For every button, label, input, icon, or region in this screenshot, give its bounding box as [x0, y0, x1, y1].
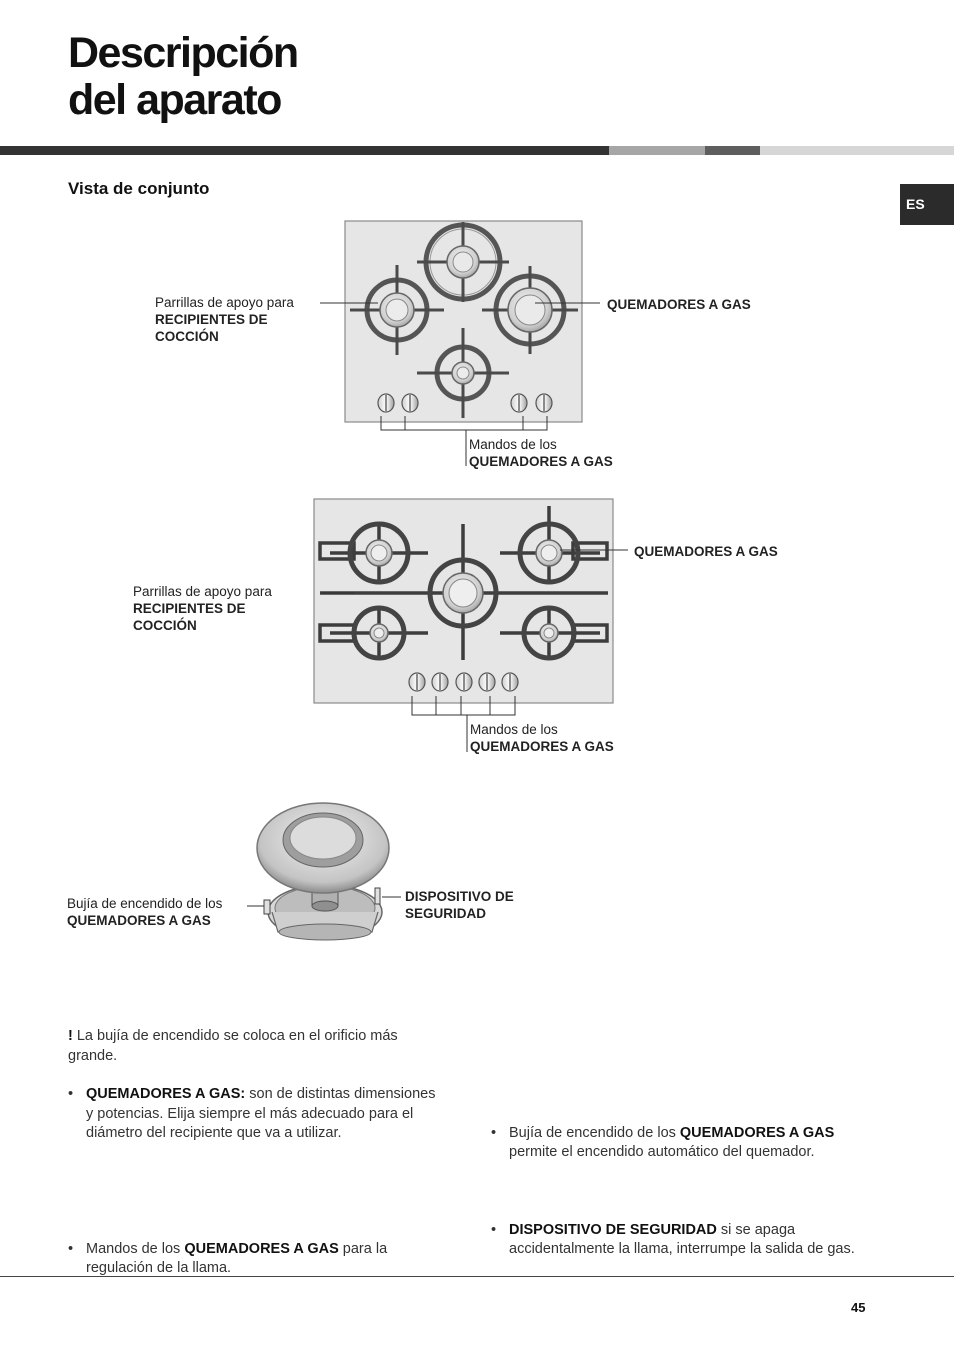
- knobs-pre: Mandos de los: [86, 1240, 185, 1257]
- knobs-note: [68, 1240, 436, 1279]
- safety-device-label-line1: DISPOSITIVO DE: [405, 889, 514, 904]
- burners-term: QUEMADORES A GAS:: [86, 1086, 246, 1102]
- burners-label-2: QUEMADORES A GAS: [634, 544, 778, 559]
- spark-note: [491, 1124, 885, 1163]
- knobs-label-1-line1: Mandos de los: [469, 437, 557, 452]
- knobs-label-1-line2: QUEMADORES A GAS: [469, 454, 613, 469]
- knobs-text: para la regulación de la llama.: [86, 1240, 388, 1276]
- safety-device-label-line2: SEGURIDAD: [405, 906, 487, 921]
- spark-text: permite el encendido automático del quemador.: [509, 1144, 815, 1160]
- burners-note: [68, 1085, 436, 1144]
- burner-exploded-view: [247, 803, 401, 940]
- knobs-label-2-line2: QUEMADORES A GAS: [470, 739, 614, 754]
- grids-label-2-line2: RECIPIENTES DE: [133, 601, 246, 616]
- spark-plug-label-line2: QUEMADORES A GAS: [67, 913, 211, 928]
- page-title-line1: Descripción: [68, 29, 298, 77]
- spark-term: QUEMADORES A GAS: [679, 1124, 835, 1141]
- safety-term: DISPOSITIVO DE SEGURIDAD: [509, 1221, 717, 1238]
- grids-label-2: [133, 583, 272, 634]
- language-tab[interactable]: ES: [900, 184, 954, 225]
- knobs-term: QUEMADORES A GAS: [184, 1240, 339, 1257]
- grids-label-2-line3: COCCIÓN: [133, 618, 197, 633]
- safety-text: si se apaga accidentalmente la llama, interrumpe la salida de gas.: [509, 1221, 855, 1257]
- page-number: 45: [851, 1300, 866, 1315]
- hob-4-burner: [320, 221, 600, 466]
- knobs-label-2-line1: Mandos de los: [470, 722, 558, 737]
- burners-label-1: QUEMADORES A GAS: [607, 297, 751, 312]
- hob-5-burner: [314, 499, 628, 752]
- grids-label-1-line3: COCCIÓN: [155, 329, 219, 344]
- warning-mark: !: [68, 1028, 73, 1044]
- warning-note: [68, 1027, 436, 1066]
- knobs-label-1: [469, 436, 613, 470]
- page-title-line2: del aparato: [68, 76, 281, 124]
- spark-pre: Bujía de encendido de los: [509, 1124, 680, 1141]
- grids-label-1-line2: RECIPIENTES DE: [155, 312, 268, 327]
- grids-label-1-line1: Parrillas de apoyo para: [155, 295, 294, 310]
- spark-plug-label-line1: Bujía de encendido de los: [67, 896, 223, 911]
- footer-divider: [0, 1276, 954, 1277]
- section-title: Vista de conjunto: [68, 179, 210, 198]
- grids-label-1: [155, 294, 294, 345]
- spark-plug-label: [67, 895, 222, 929]
- knobs-label-2: [470, 721, 614, 755]
- grids-label-2-line1: Parrillas de apoyo para: [133, 584, 272, 599]
- warning-text: La bujía de encendido se coloca en el orificio más grande.: [68, 1028, 398, 1064]
- safety-note: [491, 1221, 879, 1260]
- safety-device-label: [405, 888, 514, 922]
- burners-text: son de distintas dimensiones y potencias. Elija siempre el más adecuado para el diámetro del recipiente que va a utilizar.: [86, 1086, 436, 1141]
